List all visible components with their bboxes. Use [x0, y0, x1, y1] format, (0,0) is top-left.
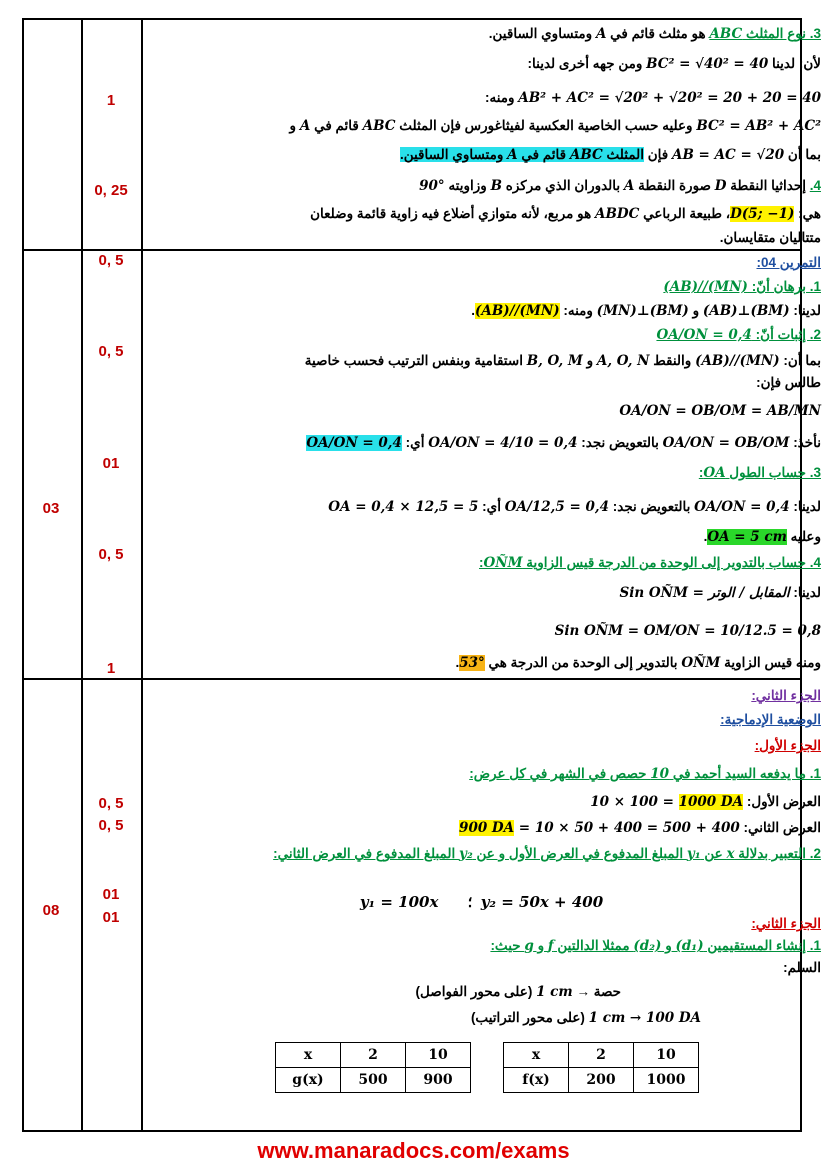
text-line: طالس فإن:: [756, 375, 821, 390]
table-row: [504, 1043, 699, 1068]
footer-url[interactable]: www.manaradocs.com/exams: [257, 1138, 570, 1163]
text-line: 2. إثبات أنّ: OA/ON = 0,4: [656, 327, 821, 343]
text-line: 1. ما يدفعه السيد أحمد في 10 حصص في الشهر في كل عرض:: [469, 766, 821, 782]
text-line: Sin OÑM = OM/ON = 10/12.5 = 0,8: [554, 623, 821, 639]
text-line: 1. برهان أنّ: (AB)//(MN): [663, 279, 821, 295]
text-line: 4. إحداثيا النقطة D صورة النقطة A بالدوران الذي مركزه B وزاويته 90°: [419, 178, 821, 194]
text-line: بما أن: (AB)//(MN) والنقط A, O, N و B, O, M استقامية وبنفس الترتيب فحسب خاصية: [304, 353, 821, 369]
text-line: لأن: لدينا BC² = √40² = 40 ومن جهه أخرى لدينا:: [527, 56, 821, 72]
text-line: الجزء الأول:: [754, 738, 821, 753]
text-line: لدينا: OA/ON = 0,4 بالتعويض نجد: OA/12,5 = 0,4 أي: OA = 0,4 × 12,5 = 5: [328, 499, 821, 515]
table-cell: 10: [634, 1043, 699, 1068]
text-line: 4. حساب بالتدوير إلى الوحدة من الدرجة قيس الزاوية OÑM:: [479, 555, 821, 571]
text-line: ومنه قيس الزاوية OÑM بالتدوير إلى الوحدة من الدرجة هي 53°.: [455, 655, 821, 671]
table-cell: 1000: [634, 1068, 699, 1093]
row-divider: [24, 249, 800, 251]
score: 0, 5: [98, 546, 124, 563]
table-cell: x: [276, 1043, 341, 1068]
table-cell: 2: [569, 1043, 634, 1068]
text-line: 1. إنشاء المستقيمين (d₁) و (d₂) ممثلا الدالتين f و g حيث:: [490, 938, 821, 954]
table-row: [276, 1043, 471, 1068]
text-line: العرض الثاني: 900 DA = 10 × 50 + 400 = 500 + 400: [459, 820, 821, 836]
table-row: [504, 1068, 699, 1093]
row-divider: [24, 678, 800, 680]
text-line: نأخذ: OA/ON = OB/OM بالتعويض نجد: OA/ON = 4/10 = 0,4 أي: OA/ON = 0,4: [306, 435, 821, 451]
text-line: 2. التعبير بدلالة x عن y₁ المبلغ المدفوع في العرض الأول و عن y₂ المبلغ المدفوع في العرض الثاني:: [273, 846, 821, 862]
text-line: BC² = AB² + AC² وعليه حسب الخاصية العكسية لفيثاغورس فإن المثلث ABC قائم في A و: [289, 118, 821, 134]
text-line: y₁ = 100x ؛ y₂ = 50x + 400: [359, 893, 604, 911]
score: 0, 5: [98, 795, 124, 812]
text-line: 1 cm → 100 DA (على محور التراتيب): [470, 1010, 701, 1026]
score: 0, 5: [98, 817, 124, 834]
text-line: السلم:: [783, 960, 821, 975]
table-cell: f(x): [504, 1068, 569, 1093]
table-cell: 900: [406, 1068, 471, 1093]
text-line: بما أن AB = AC = √20 فإن المثلث ABC قائم في A ومتساوي الساقين.: [399, 147, 821, 163]
table-cell: g(x): [276, 1068, 341, 1093]
score: 0, 25: [94, 182, 128, 199]
table-cell: 200: [569, 1068, 634, 1093]
text-line: الوضعية الإدماجية:: [720, 712, 821, 727]
score: 0, 5: [98, 252, 124, 269]
text-line: حصة → 1 cm (على محور الفواصل): [415, 984, 621, 1000]
section-total: 03: [42, 500, 60, 517]
score: 01: [102, 909, 120, 926]
score: 0, 5: [98, 343, 124, 360]
text-line: الجزء الثاني:: [751, 916, 821, 931]
text-line: العرض الأول: 10 × 100 = 1000 DA: [590, 794, 821, 810]
text-line: لدينا: (AB)⊥(BM) و (MN)⊥(BM) ومنه: (AB)//(MN).: [471, 303, 821, 319]
text-line: 3. نوع المثلث ABC هو مثلث قائم في A ومتساوي الساقين.: [488, 26, 821, 42]
text-line: الجزء الثاني:: [751, 688, 821, 703]
text-line: لدينا: Sin OÑM = المقابل / الوتر: [619, 585, 821, 601]
score: 01: [102, 886, 120, 903]
table-row: [276, 1068, 471, 1093]
score: 01: [102, 455, 120, 472]
table-f: [503, 1042, 699, 1093]
text-line: وعليه OA = 5 cm.: [703, 529, 821, 545]
text-line: هي: D(5; −1)، طبيعة الرباعي ABDC هو مربع، لأنه متوازي أضلاع فيه زاوية قائمة وضلعان: [310, 206, 821, 222]
table-cell: x: [504, 1043, 569, 1068]
score: 1: [106, 92, 116, 109]
text-line: متتاليان متقايسان.: [719, 230, 821, 245]
text-line: OA/ON = OB/OM = AB/MN: [619, 403, 821, 419]
table-g: [275, 1042, 471, 1093]
text-line: 3. حساب الطول OA:: [698, 465, 821, 481]
text-line: AB² + AC² = √20² + √20² = 20 + 20 = 40 ومنه:: [484, 90, 821, 106]
table-cell: 500: [341, 1068, 406, 1093]
exercise-title: التمرين 04:: [756, 255, 821, 270]
table-cell: 10: [406, 1043, 471, 1068]
section-total: 08: [42, 902, 60, 919]
table-cell: 2: [341, 1043, 406, 1068]
score: 1: [106, 660, 116, 677]
